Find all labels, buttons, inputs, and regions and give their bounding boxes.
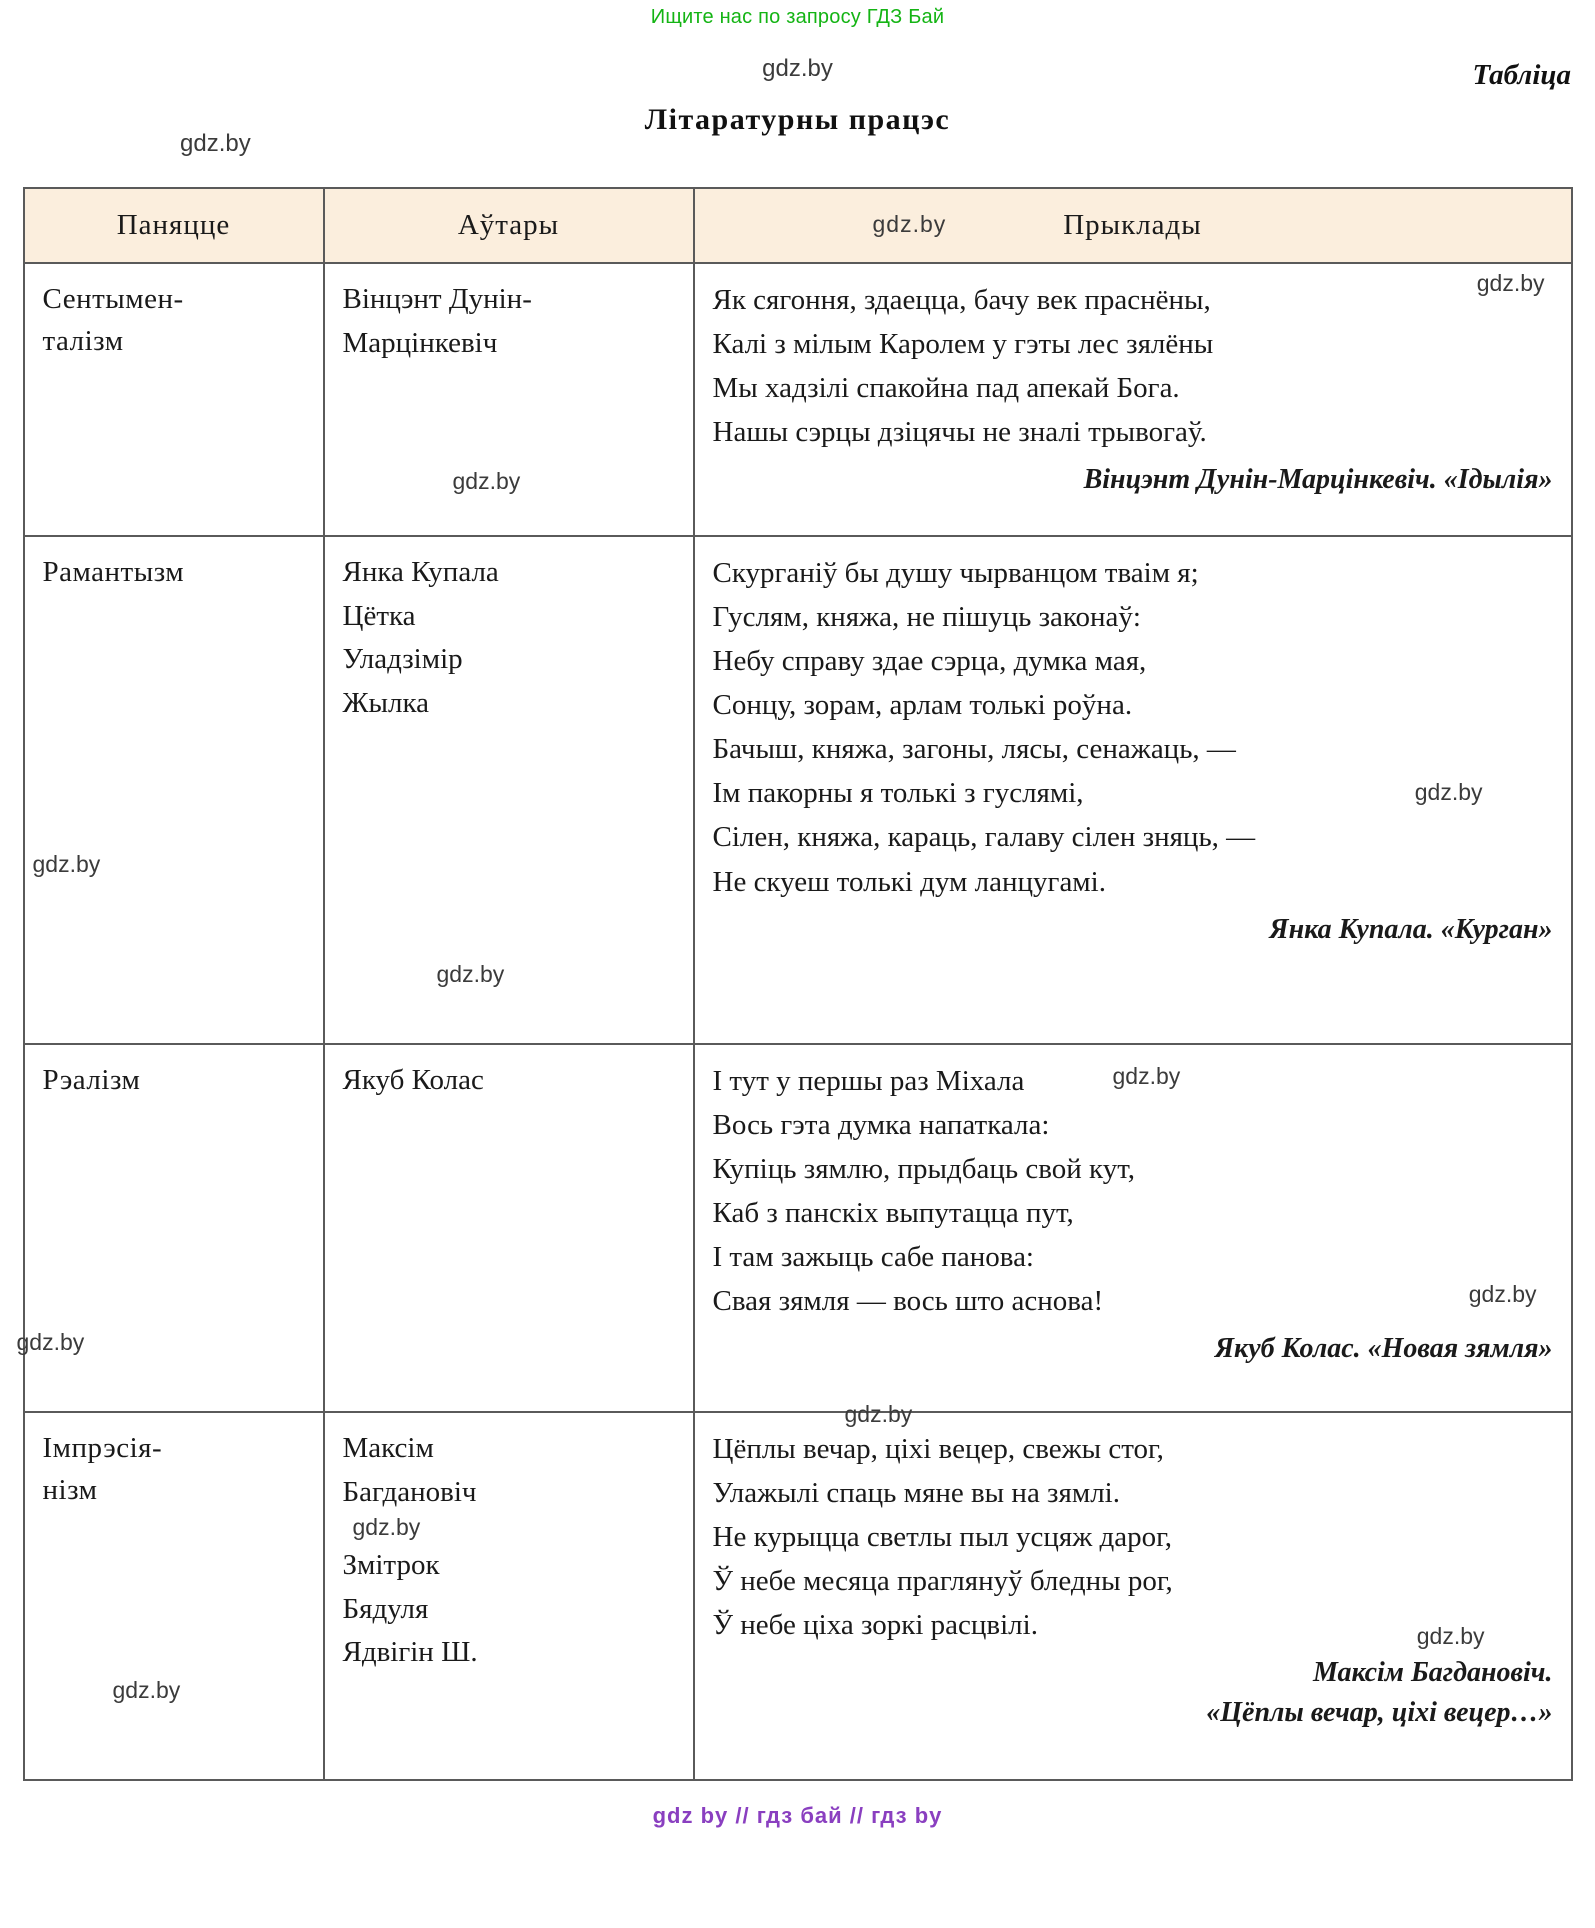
table-row	[24, 1412, 1572, 1780]
verse-line: Сілен, княжа, караць, галаву сілен зняць, —	[712, 821, 1256, 854]
verse-line: Мы хадзілі спакойна пад апекай Бога.	[712, 372, 1180, 405]
verse-line: Ў небе месяца праглянуў бледны рог,	[712, 1565, 1173, 1598]
table-row	[24, 263, 1572, 536]
verse-line: Ім пакорны я толькі з гуслямі,	[712, 777, 1084, 810]
author-name: Ядвігін Ш.	[342, 1636, 478, 1668]
watermark-cell: gdz.by	[1416, 1623, 1485, 1649]
verse-line: Не курыцца светлы пыл усцяж дарог,	[712, 1521, 1173, 1554]
verse-line: І там зажыць сабе панова:	[712, 1241, 1034, 1274]
verse-line: Небу справу здае сэрца, думка мая,	[712, 645, 1147, 678]
cell-example	[694, 263, 1572, 536]
term-text: Рамантызм	[42, 556, 185, 588]
watermark-cell: gdz.by	[1476, 270, 1545, 296]
watermark-header-examples: gdz.by	[872, 211, 947, 237]
author-name: Змітрок Бядуля	[342, 1549, 440, 1625]
author-name: Вінцэнт Дунін- Марцінкевіч	[342, 283, 532, 359]
cell-term	[16, 1044, 324, 1412]
table-row	[24, 1044, 1572, 1412]
watermark-cell: gdz.by	[1112, 1063, 1181, 1089]
verse-line: Нашы сэрцы дзіцячы не зналі трывогаў.	[712, 416, 1207, 449]
cell-authors	[324, 1412, 694, 1780]
verse-line: Калі з мілым Каролем у гэты лес зялёны	[712, 328, 1214, 361]
verse-line: Ў небе ціха зоркі расцвілі.	[712, 1609, 1038, 1642]
column-header-examples	[694, 188, 1572, 263]
page-title: Літаратурны працэс	[644, 103, 951, 136]
verse-line: Каб з панскіх выпутацца пут,	[712, 1197, 1074, 1230]
verse-line: Сонцу, зорам, арлам толькі роўна.	[712, 689, 1133, 722]
document-header	[0, 29, 1595, 91]
verse-line: Свая зямля — вось што аснова!	[712, 1285, 1104, 1318]
watermark-cell: gdz.by	[16, 1329, 85, 1355]
watermark-header-center: gdz.by	[762, 55, 833, 82]
watermark-cell: gdz.by	[436, 961, 505, 987]
verse-attribution: Максім Багдановіч. «Цёплы вечар, ціхі вецер…»	[1206, 1657, 1553, 1728]
column-header-authors: Аўтары	[324, 188, 694, 263]
table-row	[24, 536, 1572, 1044]
table-header-row	[24, 188, 1572, 263]
promo-banner-top: Ищите нас по запросу ГДЗ Бай	[650, 6, 945, 28]
cell-example	[694, 536, 1572, 1044]
verse-line: Улажылі спаць мяне вы на зямлі.	[712, 1477, 1120, 1510]
column-header-term: Паняцце	[24, 188, 324, 263]
cell-term	[24, 1412, 324, 1780]
term-text: Імпрэсія- нізм	[42, 1432, 163, 1507]
watermark-cell: gdz.by	[352, 1514, 421, 1540]
watermark-cell: gdz.by	[112, 1677, 181, 1703]
verse-attribution: Якуб Колас. «Новая зямля»	[1214, 1333, 1553, 1365]
verse-line: Скурганіў бы душу чырванцом тваім я;	[712, 557, 1199, 589]
verse-line: Гуслям, княжа, не пішуць законаў:	[712, 601, 1141, 634]
watermark-cell: gdz.by	[844, 1401, 913, 1427]
literary-process-table	[16, 187, 1573, 1781]
cell-authors	[324, 536, 694, 1044]
author-name: Цётка	[342, 599, 416, 632]
verse-line: Бачыш, княжа, загоны, лясы, сенажаць, —	[712, 733, 1236, 766]
cell-example	[694, 1044, 1572, 1412]
author-name: Уладзімір Жылка	[342, 643, 463, 719]
watermark-cell: gdz.by	[452, 468, 521, 494]
cell-example	[694, 1401, 1572, 1780]
cell-term	[24, 263, 324, 536]
table-label: Табліца	[1472, 59, 1571, 91]
watermark-title-left: gdz.by	[180, 130, 251, 157]
promo-banner-footer: gdz by // гдз бай // гдз by	[652, 1803, 943, 1828]
author-name: Якуб Колас	[342, 1064, 484, 1096]
verse-line: Як сягоння, здаецца, бачу век праснёны,	[712, 284, 1211, 316]
verse-line: Купіць зямлю, прыдбаць свой кут,	[712, 1153, 1135, 1186]
verse-line: І тут у першы раз Міхала	[712, 1065, 1025, 1097]
term-text: Сентымен- талізм	[42, 283, 184, 358]
watermark-cell: gdz.by	[1414, 779, 1483, 805]
term-text: Рэалізм	[42, 1064, 141, 1096]
cell-authors	[324, 263, 694, 536]
verse-attribution: Вінцэнт Дунін-Марцінкевіч. «Ідылія»	[1083, 464, 1553, 496]
verse-line: Не скуеш толькі дум ланцугамі.	[712, 865, 1106, 898]
cell-authors	[324, 1044, 694, 1412]
author-name: Максім Багдановіч	[342, 1432, 477, 1508]
author-name: Янка Купала	[342, 556, 499, 588]
watermark-cell: gdz.by	[1468, 1281, 1537, 1307]
column-header-examples-label: Прыклады	[1063, 209, 1202, 241]
verse-attribution: Янка Купала. «Курган»	[1269, 913, 1553, 945]
cell-term	[24, 536, 324, 1044]
verse-line: Цёплы вечар, ціхі вецер, свежы стог,	[712, 1433, 1164, 1465]
watermark-cell: gdz.by	[32, 851, 101, 877]
verse-line: Вось гэта думка напаткала:	[712, 1109, 1050, 1142]
